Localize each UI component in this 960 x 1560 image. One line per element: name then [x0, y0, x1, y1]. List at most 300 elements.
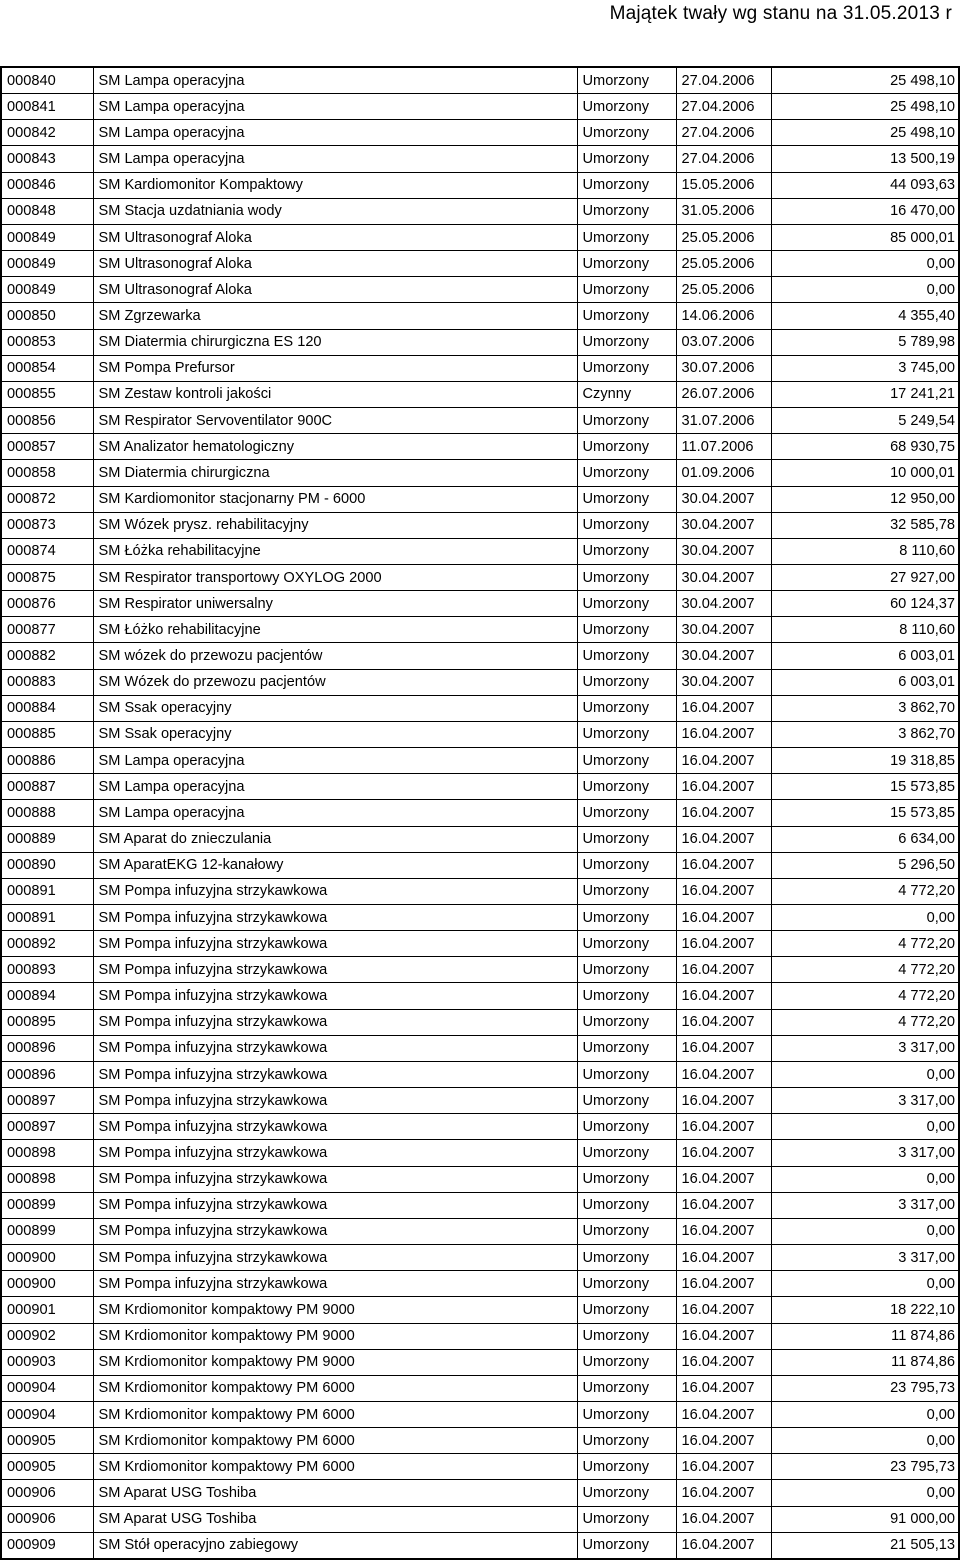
asset-id-cell: 000909 — [1, 1532, 93, 1559]
asset-date-cell: 16.04.2007 — [676, 1271, 771, 1297]
asset-id-cell: 000875 — [1, 564, 93, 590]
asset-value-cell: 10 000,01 — [771, 460, 959, 486]
table-row — [1, 355, 959, 381]
table-row — [1, 512, 959, 538]
asset-id-cell: 000896 — [1, 1061, 93, 1087]
asset-name-cell: SM Pompa infuzyjna strzykawkowa — [93, 1245, 577, 1271]
asset-name-cell: SM Pompa Prefursor — [93, 355, 577, 381]
asset-id-cell: 000900 — [1, 1271, 93, 1297]
asset-name-cell: SM Pompa infuzyjna strzykawkowa — [93, 1088, 577, 1114]
asset-date-cell: 16.04.2007 — [676, 1532, 771, 1559]
table-row — [1, 905, 959, 931]
asset-status-cell: Umorzony — [577, 1114, 676, 1140]
asset-value-cell: 3 317,00 — [771, 1245, 959, 1271]
asset-date-cell: 16.04.2007 — [676, 695, 771, 721]
asset-value-cell: 32 585,78 — [771, 512, 959, 538]
asset-name-cell: SM Aparat USG Toshiba — [93, 1480, 577, 1506]
asset-status-cell: Umorzony — [577, 1480, 676, 1506]
asset-date-cell: 16.04.2007 — [676, 1140, 771, 1166]
table-row — [1, 1140, 959, 1166]
asset-id-cell: 000897 — [1, 1088, 93, 1114]
asset-name-cell: SM Krdiomonitor kompaktowy PM 6000 — [93, 1428, 577, 1454]
asset-id-cell: 000848 — [1, 198, 93, 224]
asset-value-cell: 0,00 — [771, 1271, 959, 1297]
asset-value-cell: 3 745,00 — [771, 355, 959, 381]
table-row — [1, 67, 959, 94]
asset-id-cell: 000895 — [1, 1009, 93, 1035]
asset-name-cell: SM Pompa infuzyjna strzykawkowa — [93, 1140, 577, 1166]
asset-id-cell: 000873 — [1, 512, 93, 538]
table-row — [1, 1297, 959, 1323]
table-row — [1, 1349, 959, 1375]
asset-value-cell: 19 318,85 — [771, 748, 959, 774]
asset-id-cell: 000906 — [1, 1480, 93, 1506]
asset-value-cell: 5 249,54 — [771, 408, 959, 434]
asset-status-cell: Umorzony — [577, 1166, 676, 1192]
asset-value-cell: 8 110,60 — [771, 538, 959, 564]
asset-value-cell: 17 241,21 — [771, 381, 959, 407]
asset-id-cell: 000843 — [1, 146, 93, 172]
asset-value-cell: 5 296,50 — [771, 852, 959, 878]
asset-value-cell: 27 927,00 — [771, 564, 959, 590]
table-row — [1, 224, 959, 250]
table-row — [1, 1375, 959, 1401]
asset-status-cell: Umorzony — [577, 1245, 676, 1271]
table-row — [1, 1218, 959, 1244]
asset-table — [0, 66, 960, 1560]
asset-status-cell: Umorzony — [577, 146, 676, 172]
asset-status-cell: Umorzony — [577, 67, 676, 94]
asset-name-cell: SM Wózek do przewozu pacjentów — [93, 669, 577, 695]
asset-status-cell: Umorzony — [577, 1061, 676, 1087]
asset-id-cell: 000858 — [1, 460, 93, 486]
asset-name-cell: SM Krdiomonitor kompaktowy PM 9000 — [93, 1349, 577, 1375]
asset-id-cell: 000905 — [1, 1428, 93, 1454]
asset-date-cell: 16.04.2007 — [676, 1349, 771, 1375]
asset-date-cell: 31.07.2006 — [676, 408, 771, 434]
asset-value-cell: 3 862,70 — [771, 695, 959, 721]
asset-status-cell: Umorzony — [577, 1297, 676, 1323]
asset-id-cell: 000856 — [1, 408, 93, 434]
table-row — [1, 1061, 959, 1087]
asset-table-body — [1, 67, 959, 1559]
asset-value-cell: 4 772,20 — [771, 983, 959, 1009]
asset-name-cell: SM Diatermia chirurgiczna ES 120 — [93, 329, 577, 355]
asset-name-cell: SM Wózek prysz. rehabilitacyjny — [93, 512, 577, 538]
table-row — [1, 1323, 959, 1349]
asset-id-cell: 000840 — [1, 67, 93, 94]
table-row — [1, 774, 959, 800]
asset-name-cell: SM Łóżko rehabilitacyjne — [93, 617, 577, 643]
asset-value-cell: 16 470,00 — [771, 198, 959, 224]
asset-status-cell: Umorzony — [577, 224, 676, 250]
table-row — [1, 1428, 959, 1454]
asset-date-cell: 16.04.2007 — [676, 931, 771, 957]
asset-status-cell: Umorzony — [577, 721, 676, 747]
asset-date-cell: 27.04.2006 — [676, 120, 771, 146]
asset-value-cell: 4 772,20 — [771, 931, 959, 957]
asset-name-cell: SM Respirator uniwersalny — [93, 591, 577, 617]
asset-status-cell: Umorzony — [577, 643, 676, 669]
asset-status-cell: Umorzony — [577, 1506, 676, 1532]
asset-value-cell: 3 317,00 — [771, 1140, 959, 1166]
asset-date-cell: 14.06.2006 — [676, 303, 771, 329]
asset-name-cell: SM Pompa infuzyjna strzykawkowa — [93, 983, 577, 1009]
asset-date-cell: 16.04.2007 — [676, 1454, 771, 1480]
asset-value-cell: 85 000,01 — [771, 224, 959, 250]
asset-value-cell: 0,00 — [771, 1114, 959, 1140]
asset-id-cell: 000904 — [1, 1401, 93, 1427]
asset-id-cell: 000898 — [1, 1140, 93, 1166]
asset-value-cell: 44 093,63 — [771, 172, 959, 198]
asset-name-cell: SM Pompa infuzyjna strzykawkowa — [93, 1166, 577, 1192]
table-row — [1, 695, 959, 721]
asset-status-cell: Umorzony — [577, 94, 676, 120]
asset-value-cell: 4 772,20 — [771, 1009, 959, 1035]
asset-status-cell: Umorzony — [577, 251, 676, 277]
asset-id-cell: 000874 — [1, 538, 93, 564]
asset-id-cell: 000849 — [1, 251, 93, 277]
table-row — [1, 721, 959, 747]
table-row — [1, 1088, 959, 1114]
asset-id-cell: 000888 — [1, 800, 93, 826]
asset-date-cell: 16.04.2007 — [676, 1114, 771, 1140]
asset-name-cell: SM Pompa infuzyjna strzykawkowa — [93, 1114, 577, 1140]
table-row — [1, 486, 959, 512]
asset-value-cell: 6 003,01 — [771, 643, 959, 669]
table-row — [1, 748, 959, 774]
asset-date-cell: 16.04.2007 — [676, 878, 771, 904]
table-row — [1, 277, 959, 303]
table-row — [1, 957, 959, 983]
asset-id-cell: 000883 — [1, 669, 93, 695]
asset-name-cell: SM Pompa infuzyjna strzykawkowa — [93, 1192, 577, 1218]
asset-date-cell: 27.04.2006 — [676, 67, 771, 94]
asset-value-cell: 0,00 — [771, 1166, 959, 1192]
asset-id-cell: 000901 — [1, 1297, 93, 1323]
asset-name-cell: SM Pompa infuzyjna strzykawkowa — [93, 931, 577, 957]
asset-id-cell: 000882 — [1, 643, 93, 669]
asset-id-cell: 000889 — [1, 826, 93, 852]
asset-date-cell: 16.04.2007 — [676, 1375, 771, 1401]
asset-value-cell: 0,00 — [771, 277, 959, 303]
asset-value-cell: 8 110,60 — [771, 617, 959, 643]
asset-status-cell: Czynny — [577, 381, 676, 407]
asset-date-cell: 27.04.2006 — [676, 146, 771, 172]
asset-name-cell: SM Aparat do znieczulania — [93, 826, 577, 852]
asset-status-cell: Umorzony — [577, 669, 676, 695]
table-row — [1, 931, 959, 957]
asset-id-cell: 000905 — [1, 1454, 93, 1480]
asset-id-cell: 000872 — [1, 486, 93, 512]
table-row — [1, 1114, 959, 1140]
asset-status-cell: Umorzony — [577, 434, 676, 460]
asset-status-cell: Umorzony — [577, 1271, 676, 1297]
asset-status-cell: Umorzony — [577, 1009, 676, 1035]
asset-name-cell: SM Pompa infuzyjna strzykawkowa — [93, 1035, 577, 1061]
asset-name-cell: SM Krdiomonitor kompaktowy PM 6000 — [93, 1375, 577, 1401]
asset-name-cell: SM Pompa infuzyjna strzykawkowa — [93, 1009, 577, 1035]
asset-name-cell: SM Pompa infuzyjna strzykawkowa — [93, 878, 577, 904]
asset-name-cell: SM Ssak operacyjny — [93, 721, 577, 747]
asset-date-cell: 16.04.2007 — [676, 1192, 771, 1218]
asset-id-cell: 000900 — [1, 1245, 93, 1271]
asset-name-cell: SM Pompa infuzyjna strzykawkowa — [93, 1061, 577, 1087]
asset-status-cell: Umorzony — [577, 1375, 676, 1401]
asset-date-cell: 30.04.2007 — [676, 538, 771, 564]
asset-id-cell: 000891 — [1, 878, 93, 904]
asset-id-cell: 000876 — [1, 591, 93, 617]
asset-value-cell: 4 772,20 — [771, 878, 959, 904]
asset-id-cell: 000884 — [1, 695, 93, 721]
asset-status-cell: Umorzony — [577, 1140, 676, 1166]
asset-status-cell: Umorzony — [577, 748, 676, 774]
asset-status-cell: Umorzony — [577, 591, 676, 617]
asset-id-cell: 000903 — [1, 1349, 93, 1375]
asset-value-cell: 0,00 — [771, 1218, 959, 1244]
asset-value-cell: 0,00 — [771, 1480, 959, 1506]
asset-value-cell: 21 505,13 — [771, 1532, 959, 1559]
table-row — [1, 591, 959, 617]
asset-id-cell: 000902 — [1, 1323, 93, 1349]
asset-date-cell: 16.04.2007 — [676, 1009, 771, 1035]
asset-name-cell: SM Ultrasonograf Aloka — [93, 277, 577, 303]
asset-status-cell: Umorzony — [577, 1218, 676, 1244]
asset-id-cell: 000846 — [1, 172, 93, 198]
asset-status-cell: Umorzony — [577, 800, 676, 826]
asset-name-cell: SM wózek do przewozu pacjentów — [93, 643, 577, 669]
asset-date-cell: 16.04.2007 — [676, 1401, 771, 1427]
asset-value-cell: 68 930,75 — [771, 434, 959, 460]
asset-id-cell: 000854 — [1, 355, 93, 381]
asset-id-cell: 000899 — [1, 1192, 93, 1218]
asset-status-cell: Umorzony — [577, 1323, 676, 1349]
asset-value-cell: 4 772,20 — [771, 957, 959, 983]
asset-date-cell: 30.04.2007 — [676, 643, 771, 669]
table-row — [1, 434, 959, 460]
table-row — [1, 1166, 959, 1192]
asset-status-cell: Umorzony — [577, 512, 676, 538]
asset-value-cell: 6 634,00 — [771, 826, 959, 852]
asset-status-cell: Umorzony — [577, 695, 676, 721]
asset-date-cell: 25.05.2006 — [676, 277, 771, 303]
asset-date-cell: 27.04.2006 — [676, 94, 771, 120]
asset-name-cell: SM Kardiomonitor Kompaktowy — [93, 172, 577, 198]
asset-id-cell: 000853 — [1, 329, 93, 355]
asset-date-cell: 16.04.2007 — [676, 983, 771, 1009]
asset-name-cell: SM Pompa infuzyjna strzykawkowa — [93, 1218, 577, 1244]
asset-date-cell: 16.04.2007 — [676, 721, 771, 747]
table-row — [1, 251, 959, 277]
asset-id-cell: 000887 — [1, 774, 93, 800]
asset-status-cell: Umorzony — [577, 538, 676, 564]
asset-value-cell: 0,00 — [771, 251, 959, 277]
asset-value-cell: 25 498,10 — [771, 94, 959, 120]
asset-status-cell: Umorzony — [577, 617, 676, 643]
asset-id-cell: 000904 — [1, 1375, 93, 1401]
asset-value-cell: 5 789,98 — [771, 329, 959, 355]
table-row — [1, 617, 959, 643]
asset-status-cell: Umorzony — [577, 172, 676, 198]
asset-date-cell: 25.05.2006 — [676, 251, 771, 277]
table-row — [1, 198, 959, 224]
asset-value-cell: 4 355,40 — [771, 303, 959, 329]
asset-name-cell: SM Lampa operacyjna — [93, 748, 577, 774]
asset-name-cell: SM Krdiomonitor kompaktowy PM 9000 — [93, 1323, 577, 1349]
asset-name-cell: SM Łóżka rehabilitacyjne — [93, 538, 577, 564]
table-row — [1, 1245, 959, 1271]
asset-date-cell: 31.05.2006 — [676, 198, 771, 224]
asset-value-cell: 0,00 — [771, 905, 959, 931]
asset-status-cell: Umorzony — [577, 355, 676, 381]
asset-value-cell: 3 317,00 — [771, 1035, 959, 1061]
asset-date-cell: 30.04.2007 — [676, 512, 771, 538]
asset-id-cell: 000885 — [1, 721, 93, 747]
asset-id-cell: 000899 — [1, 1218, 93, 1244]
asset-name-cell: SM Krdiomonitor kompaktowy PM 6000 — [93, 1401, 577, 1427]
asset-date-cell: 01.09.2006 — [676, 460, 771, 486]
asset-status-cell: Umorzony — [577, 931, 676, 957]
asset-date-cell: 03.07.2006 — [676, 329, 771, 355]
asset-status-cell: Umorzony — [577, 826, 676, 852]
table-row — [1, 983, 959, 1009]
table-row — [1, 120, 959, 146]
asset-name-cell: SM Lampa operacyjna — [93, 120, 577, 146]
table-row — [1, 1009, 959, 1035]
asset-status-cell: Umorzony — [577, 1454, 676, 1480]
table-row — [1, 669, 959, 695]
asset-id-cell: 000849 — [1, 277, 93, 303]
page-title: Majątek twały wg stanu na 31.05.2013 r — [609, 3, 952, 24]
table-row — [1, 1271, 959, 1297]
asset-name-cell: SM Lampa operacyjna — [93, 146, 577, 172]
asset-id-cell: 000897 — [1, 1114, 93, 1140]
asset-value-cell: 0,00 — [771, 1401, 959, 1427]
asset-date-cell: 16.04.2007 — [676, 774, 771, 800]
table-row — [1, 1532, 959, 1559]
table-row — [1, 852, 959, 878]
asset-value-cell: 15 573,85 — [771, 800, 959, 826]
asset-id-cell: 000855 — [1, 381, 93, 407]
asset-name-cell: SM Lampa operacyjna — [93, 774, 577, 800]
asset-date-cell: 30.04.2007 — [676, 617, 771, 643]
asset-id-cell: 000906 — [1, 1506, 93, 1532]
asset-name-cell: SM Lampa operacyjna — [93, 94, 577, 120]
table-row — [1, 329, 959, 355]
asset-id-cell: 000890 — [1, 852, 93, 878]
asset-value-cell: 12 950,00 — [771, 486, 959, 512]
asset-value-cell: 60 124,37 — [771, 591, 959, 617]
asset-id-cell: 000877 — [1, 617, 93, 643]
table-row — [1, 1480, 959, 1506]
asset-value-cell: 6 003,01 — [771, 669, 959, 695]
table-row — [1, 146, 959, 172]
asset-status-cell: Umorzony — [577, 1401, 676, 1427]
asset-date-cell: 16.04.2007 — [676, 1166, 771, 1192]
asset-value-cell: 0,00 — [771, 1428, 959, 1454]
asset-status-cell: Umorzony — [577, 1035, 676, 1061]
asset-status-cell: Umorzony — [577, 1428, 676, 1454]
asset-date-cell: 16.04.2007 — [676, 800, 771, 826]
asset-name-cell: SM Analizator hematologiczny — [93, 434, 577, 460]
asset-status-cell: Umorzony — [577, 120, 676, 146]
table-row — [1, 564, 959, 590]
asset-status-cell: Umorzony — [577, 1088, 676, 1114]
asset-id-cell: 000886 — [1, 748, 93, 774]
asset-name-cell: SM Zestaw kontroli jakości — [93, 381, 577, 407]
asset-id-cell: 000842 — [1, 120, 93, 146]
asset-date-cell: 16.04.2007 — [676, 1506, 771, 1532]
asset-value-cell: 15 573,85 — [771, 774, 959, 800]
asset-id-cell: 000896 — [1, 1035, 93, 1061]
asset-id-cell: 000849 — [1, 224, 93, 250]
asset-name-cell: SM Pompa infuzyjna strzykawkowa — [93, 957, 577, 983]
table-row — [1, 94, 959, 120]
asset-status-cell: Umorzony — [577, 460, 676, 486]
table-row — [1, 1401, 959, 1427]
asset-status-cell: Umorzony — [577, 408, 676, 434]
asset-name-cell: SM Ultrasonograf Aloka — [93, 251, 577, 277]
table-row — [1, 1192, 959, 1218]
asset-id-cell: 000898 — [1, 1166, 93, 1192]
asset-date-cell: 30.04.2007 — [676, 591, 771, 617]
asset-date-cell: 16.04.2007 — [676, 1061, 771, 1087]
asset-value-cell: 25 498,10 — [771, 120, 959, 146]
asset-id-cell: 000850 — [1, 303, 93, 329]
table-row — [1, 1506, 959, 1532]
asset-value-cell: 11 874,86 — [771, 1349, 959, 1375]
asset-name-cell: SM Krdiomonitor kompaktowy PM 9000 — [93, 1297, 577, 1323]
table-row — [1, 408, 959, 434]
asset-date-cell: 16.04.2007 — [676, 826, 771, 852]
asset-value-cell: 11 874,86 — [771, 1323, 959, 1349]
asset-name-cell: SM Stacja uzdatniania wody — [93, 198, 577, 224]
table-row — [1, 826, 959, 852]
asset-status-cell: Umorzony — [577, 957, 676, 983]
asset-status-cell: Umorzony — [577, 878, 676, 904]
asset-date-cell: 16.04.2007 — [676, 1218, 771, 1244]
asset-id-cell: 000857 — [1, 434, 93, 460]
asset-status-cell: Umorzony — [577, 774, 676, 800]
asset-name-cell: SM Diatermia chirurgiczna — [93, 460, 577, 486]
asset-value-cell: 18 222,10 — [771, 1297, 959, 1323]
asset-value-cell: 0,00 — [771, 1061, 959, 1087]
asset-name-cell: SM Kardiomonitor stacjonarny PM - 6000 — [93, 486, 577, 512]
table-row — [1, 303, 959, 329]
asset-name-cell: SM Aparat USG Toshiba — [93, 1506, 577, 1532]
asset-name-cell: SM Pompa infuzyjna strzykawkowa — [93, 1271, 577, 1297]
table-row — [1, 643, 959, 669]
asset-value-cell: 13 500,19 — [771, 146, 959, 172]
asset-date-cell: 16.04.2007 — [676, 1428, 771, 1454]
asset-date-cell: 16.04.2007 — [676, 1245, 771, 1271]
asset-name-cell: SM Lampa operacyjna — [93, 800, 577, 826]
asset-name-cell: SM Respirator Servoventilator 900C — [93, 408, 577, 434]
asset-date-cell: 30.07.2006 — [676, 355, 771, 381]
asset-date-cell: 16.04.2007 — [676, 957, 771, 983]
asset-date-cell: 16.04.2007 — [676, 1088, 771, 1114]
table-row — [1, 1454, 959, 1480]
asset-date-cell: 16.04.2007 — [676, 1323, 771, 1349]
asset-date-cell: 16.04.2007 — [676, 852, 771, 878]
asset-id-cell: 000841 — [1, 94, 93, 120]
asset-value-cell: 23 795,73 — [771, 1375, 959, 1401]
asset-value-cell: 3 317,00 — [771, 1088, 959, 1114]
asset-date-cell: 30.04.2007 — [676, 669, 771, 695]
asset-status-cell: Umorzony — [577, 905, 676, 931]
asset-status-cell: Umorzony — [577, 852, 676, 878]
asset-date-cell: 15.05.2006 — [676, 172, 771, 198]
